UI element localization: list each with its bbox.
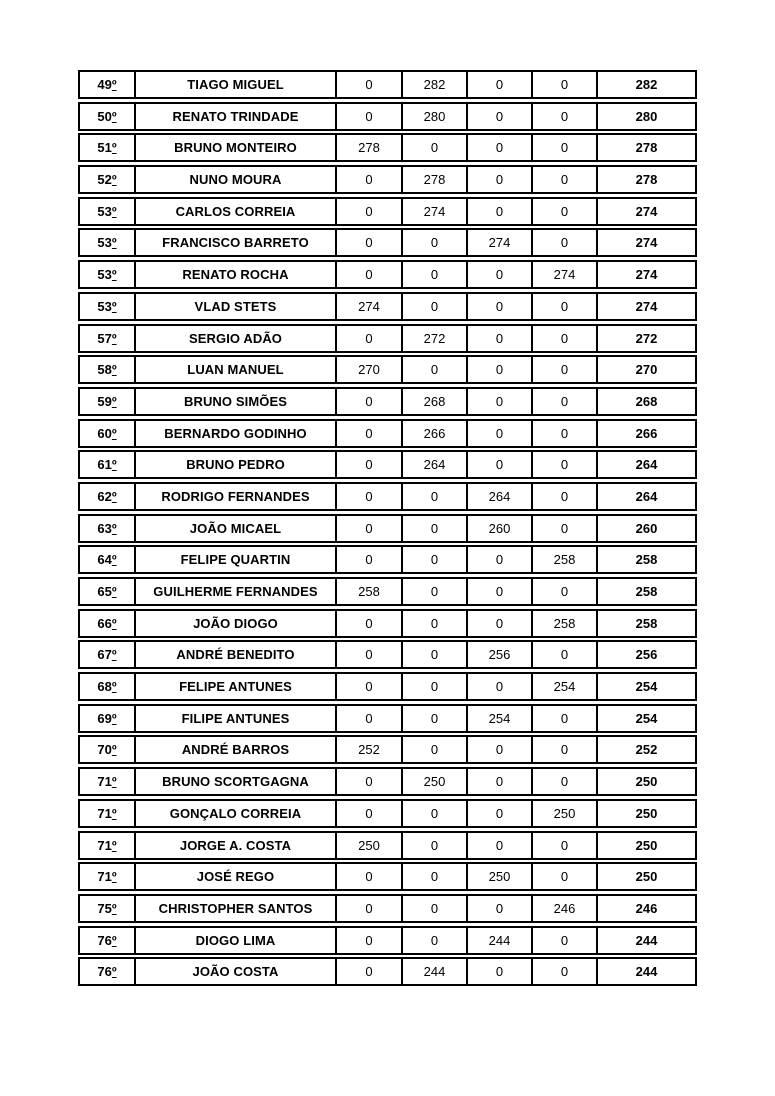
player-name-cell: GONÇALO CORREIA bbox=[136, 799, 337, 828]
rank-number: 63 bbox=[97, 520, 112, 536]
rank-number: 53 bbox=[97, 203, 112, 219]
rank-ordinal-suffix: º bbox=[111, 774, 117, 790]
player-name-cell: CARLOS CORREIA bbox=[136, 197, 337, 226]
score-col2-cell: 268 bbox=[403, 387, 468, 416]
table-row bbox=[78, 894, 697, 923]
rank-number: 70 bbox=[97, 742, 112, 758]
score-col2-cell: 0 bbox=[403, 862, 468, 891]
score-col2-cell: 0 bbox=[403, 133, 468, 162]
score-col1-cell: 0 bbox=[337, 545, 403, 574]
score-col1-cell: 270 bbox=[337, 355, 403, 384]
player-name-cell: SERGIO ADÃO bbox=[136, 324, 337, 353]
score-col4-cell: 0 bbox=[533, 450, 598, 479]
score-col3-cell: 250 bbox=[468, 862, 533, 891]
rank-ordinal-suffix: º bbox=[111, 172, 117, 188]
rank-ordinal-suffix: º bbox=[111, 552, 117, 568]
score-col1-cell: 0 bbox=[337, 70, 403, 99]
rank-cell bbox=[78, 672, 136, 701]
player-name-cell: LUAN MANUEL bbox=[136, 355, 337, 384]
score-col1-cell: 0 bbox=[337, 672, 403, 701]
rank-cell bbox=[78, 577, 136, 606]
rank-ordinal-suffix: º bbox=[111, 140, 117, 156]
rank-number: 53 bbox=[97, 235, 112, 251]
score-col2-cell: 0 bbox=[403, 609, 468, 638]
score-col3-cell: 0 bbox=[468, 292, 533, 321]
score-col1-cell: 0 bbox=[337, 609, 403, 638]
score-col3-cell: 256 bbox=[468, 640, 533, 669]
table-row bbox=[78, 419, 697, 448]
rank-ordinal-suffix: º bbox=[111, 900, 117, 916]
score-col3-cell: 0 bbox=[468, 355, 533, 384]
score-col2-cell: 274 bbox=[403, 197, 468, 226]
score-col3-cell: 0 bbox=[468, 387, 533, 416]
total-cell: 278 bbox=[598, 165, 697, 194]
score-col4-cell: 0 bbox=[533, 831, 598, 860]
score-col2-cell: 0 bbox=[403, 640, 468, 669]
rank-ordinal-suffix: º bbox=[111, 488, 117, 504]
score-col1-cell: 0 bbox=[337, 926, 403, 955]
rank-cell bbox=[78, 894, 136, 923]
rank-number: 57 bbox=[97, 330, 112, 346]
rank-cell bbox=[78, 355, 136, 384]
score-col4-cell: 0 bbox=[533, 514, 598, 543]
rank-cell bbox=[78, 70, 136, 99]
table-row bbox=[78, 133, 697, 162]
rank-ordinal-suffix: º bbox=[111, 679, 117, 695]
rank-ordinal-suffix: º bbox=[111, 203, 117, 219]
player-name-cell: RENATO TRINDADE bbox=[136, 102, 337, 131]
score-col4-cell: 0 bbox=[533, 102, 598, 131]
rank-cell bbox=[78, 767, 136, 796]
table-row bbox=[78, 260, 697, 289]
score-col3-cell: 274 bbox=[468, 228, 533, 257]
score-col2-cell: 0 bbox=[403, 514, 468, 543]
score-col2-cell: 280 bbox=[403, 102, 468, 131]
rank-cell bbox=[78, 419, 136, 448]
rank-number: 65 bbox=[97, 584, 112, 599]
score-col4-cell: 0 bbox=[533, 577, 598, 606]
table-row bbox=[78, 831, 697, 860]
rank-cell bbox=[78, 831, 136, 860]
rank-number: 76 bbox=[97, 932, 112, 948]
rank-number: 64 bbox=[97, 552, 112, 568]
rank-number: 52 bbox=[97, 172, 112, 188]
table-row bbox=[78, 387, 697, 416]
score-col4-cell: 0 bbox=[533, 704, 598, 733]
total-cell: 246 bbox=[598, 894, 697, 923]
score-col2-cell: 0 bbox=[403, 704, 468, 733]
total-cell: 244 bbox=[598, 957, 697, 986]
rank-cell bbox=[78, 957, 136, 986]
score-col3-cell: 0 bbox=[468, 577, 533, 606]
rank-number: 59 bbox=[97, 393, 112, 409]
score-col2-cell: 0 bbox=[403, 672, 468, 701]
score-col1-cell: 0 bbox=[337, 450, 403, 479]
rank-cell bbox=[78, 102, 136, 131]
total-cell: 270 bbox=[598, 355, 697, 384]
total-cell: 264 bbox=[598, 482, 697, 511]
score-col3-cell: 264 bbox=[468, 482, 533, 511]
rank-ordinal-suffix: º bbox=[111, 932, 117, 948]
rank-number: 49 bbox=[97, 77, 112, 92]
score-col4-cell: 246 bbox=[533, 894, 598, 923]
total-cell: 274 bbox=[598, 292, 697, 321]
rank-number: 53 bbox=[97, 267, 112, 283]
score-col3-cell: 0 bbox=[468, 735, 533, 764]
total-cell: 254 bbox=[598, 704, 697, 733]
rank-cell bbox=[78, 165, 136, 194]
score-col4-cell: 0 bbox=[533, 165, 598, 194]
player-name-cell: FELIPE ANTUNES bbox=[136, 672, 337, 701]
rank-cell bbox=[78, 292, 136, 321]
score-col4-cell: 0 bbox=[533, 355, 598, 384]
rank-ordinal-suffix: º bbox=[111, 647, 117, 663]
player-name-cell: JOÃO DIOGO bbox=[136, 609, 337, 638]
score-col4-cell: 0 bbox=[533, 957, 598, 986]
rank-cell bbox=[78, 926, 136, 955]
table-row bbox=[78, 165, 697, 194]
score-col1-cell: 0 bbox=[337, 387, 403, 416]
score-col1-cell: 0 bbox=[337, 419, 403, 448]
ranking-table bbox=[78, 70, 697, 986]
total-cell: 264 bbox=[598, 450, 697, 479]
score-col4-cell: 258 bbox=[533, 609, 598, 638]
total-cell: 256 bbox=[598, 640, 697, 669]
table-row bbox=[78, 197, 697, 226]
total-cell: 258 bbox=[598, 545, 697, 574]
rank-ordinal-suffix: º bbox=[111, 805, 117, 821]
score-col2-cell: 0 bbox=[403, 831, 468, 860]
score-col4-cell: 0 bbox=[533, 767, 598, 796]
rank-number: 51 bbox=[97, 140, 112, 156]
rank-cell bbox=[78, 704, 136, 733]
score-col3-cell: 0 bbox=[468, 894, 533, 923]
rank-ordinal-suffix: º bbox=[111, 362, 117, 378]
score-col4-cell: 250 bbox=[533, 799, 598, 828]
player-name-cell: BERNARDO GODINHO bbox=[136, 419, 337, 448]
score-col3-cell: 260 bbox=[468, 514, 533, 543]
total-cell: 274 bbox=[598, 228, 697, 257]
total-cell: 274 bbox=[598, 197, 697, 226]
score-col1-cell: 0 bbox=[337, 324, 403, 353]
total-cell: 274 bbox=[598, 260, 697, 289]
score-col2-cell: 264 bbox=[403, 450, 468, 479]
table-row bbox=[78, 545, 697, 574]
rank-cell bbox=[78, 482, 136, 511]
rank-number: 58 bbox=[97, 362, 112, 378]
score-col4-cell: 0 bbox=[533, 482, 598, 511]
table-row bbox=[78, 577, 697, 606]
total-cell: 244 bbox=[598, 926, 697, 955]
score-col3-cell: 0 bbox=[468, 831, 533, 860]
player-name-cell: RODRIGO FERNANDES bbox=[136, 482, 337, 511]
score-col3-cell: 0 bbox=[468, 609, 533, 638]
table-row bbox=[78, 102, 697, 131]
score-col3-cell: 0 bbox=[468, 324, 533, 353]
player-name-cell: JOSÉ REGO bbox=[136, 862, 337, 891]
score-col4-cell: 0 bbox=[533, 70, 598, 99]
score-col3-cell: 0 bbox=[468, 957, 533, 986]
score-col4-cell: 0 bbox=[533, 640, 598, 669]
rank-ordinal-suffix: º bbox=[111, 393, 117, 409]
score-col1-cell: 0 bbox=[337, 514, 403, 543]
total-cell: 278 bbox=[598, 133, 697, 162]
score-col4-cell: 0 bbox=[533, 735, 598, 764]
score-col1-cell: 0 bbox=[337, 704, 403, 733]
score-col1-cell: 0 bbox=[337, 957, 403, 986]
rank-ordinal-suffix: º bbox=[111, 425, 117, 441]
score-col3-cell: 0 bbox=[468, 165, 533, 194]
table-row bbox=[78, 672, 697, 701]
player-name-cell: CHRISTOPHER SANTOS bbox=[136, 894, 337, 923]
rank-ordinal-suffix: º bbox=[111, 615, 117, 631]
player-name-cell: BRUNO PEDRO bbox=[136, 450, 337, 479]
score-col4-cell: 0 bbox=[533, 133, 598, 162]
score-col1-cell: 0 bbox=[337, 894, 403, 923]
score-col1-cell: 274 bbox=[337, 292, 403, 321]
rank-number: 62 bbox=[97, 488, 112, 504]
rank-ordinal-suffix: º bbox=[111, 108, 117, 124]
player-name-cell: BRUNO SIMÕES bbox=[136, 387, 337, 416]
score-col1-cell: 0 bbox=[337, 102, 403, 131]
score-col4-cell: 0 bbox=[533, 228, 598, 257]
rank-number: 68 bbox=[97, 679, 112, 695]
score-col1-cell: 0 bbox=[337, 862, 403, 891]
rank-cell bbox=[78, 228, 136, 257]
rank-number: 71 bbox=[97, 869, 112, 885]
score-col2-cell: 0 bbox=[403, 735, 468, 764]
player-name-cell: NUNO MOURA bbox=[136, 165, 337, 194]
rank-number: 75 bbox=[97, 900, 112, 916]
rank-ordinal-suffix: º bbox=[111, 520, 117, 536]
score-col1-cell: 0 bbox=[337, 197, 403, 226]
score-col1-cell: 250 bbox=[337, 831, 403, 860]
rank-number: 61 bbox=[97, 457, 112, 473]
total-cell: 250 bbox=[598, 862, 697, 891]
total-cell: 282 bbox=[598, 70, 697, 99]
table-row bbox=[78, 862, 697, 891]
rank-ordinal-suffix: º bbox=[111, 235, 117, 251]
score-col4-cell: 0 bbox=[533, 926, 598, 955]
total-cell: 258 bbox=[598, 609, 697, 638]
rank-cell bbox=[78, 609, 136, 638]
player-name-cell: BRUNO SCORTGAGNA bbox=[136, 767, 337, 796]
score-col2-cell: 250 bbox=[403, 767, 468, 796]
rank-cell bbox=[78, 545, 136, 574]
score-col4-cell: 0 bbox=[533, 197, 598, 226]
score-col2-cell: 0 bbox=[403, 577, 468, 606]
player-name-cell: FELIPE QUARTIN bbox=[136, 545, 337, 574]
total-cell: 250 bbox=[598, 767, 697, 796]
score-col2-cell: 0 bbox=[403, 228, 468, 257]
score-col4-cell: 258 bbox=[533, 545, 598, 574]
rank-number: 66 bbox=[97, 615, 112, 631]
table-row bbox=[78, 735, 697, 764]
total-cell: 250 bbox=[598, 799, 697, 828]
rank-cell bbox=[78, 735, 136, 764]
rank-ordinal-suffix: º bbox=[111, 837, 117, 853]
score-col2-cell: 0 bbox=[403, 926, 468, 955]
score-col1-cell: 0 bbox=[337, 767, 403, 796]
score-col4-cell: 0 bbox=[533, 387, 598, 416]
rank-ordinal-suffix: º bbox=[111, 584, 117, 599]
rank-ordinal-suffix: º bbox=[111, 710, 117, 726]
score-col4-cell: 254 bbox=[533, 672, 598, 701]
total-cell: 254 bbox=[598, 672, 697, 701]
score-col1-cell: 0 bbox=[337, 482, 403, 511]
score-col3-cell: 0 bbox=[468, 419, 533, 448]
score-col2-cell: 0 bbox=[403, 482, 468, 511]
player-name-cell: FILIPE ANTUNES bbox=[136, 704, 337, 733]
score-col4-cell: 0 bbox=[533, 292, 598, 321]
score-col1-cell: 0 bbox=[337, 260, 403, 289]
table-row bbox=[78, 228, 697, 257]
rank-cell bbox=[78, 862, 136, 891]
rank-ordinal-suffix: º bbox=[111, 298, 117, 314]
score-col2-cell: 244 bbox=[403, 957, 468, 986]
score-col3-cell: 0 bbox=[468, 672, 533, 701]
score-col2-cell: 278 bbox=[403, 165, 468, 194]
rank-cell bbox=[78, 260, 136, 289]
rank-number: 71 bbox=[97, 837, 112, 853]
rank-cell bbox=[78, 799, 136, 828]
score-col1-cell: 0 bbox=[337, 799, 403, 828]
score-col1-cell: 258 bbox=[337, 577, 403, 606]
player-name-cell: VLAD STETS bbox=[136, 292, 337, 321]
player-name-cell: DIOGO LIMA bbox=[136, 926, 337, 955]
player-name-cell: JOÃO MICAEL bbox=[136, 514, 337, 543]
total-cell: 258 bbox=[598, 577, 697, 606]
rank-cell bbox=[78, 324, 136, 353]
score-col3-cell: 0 bbox=[468, 197, 533, 226]
score-col3-cell: 0 bbox=[468, 799, 533, 828]
score-col2-cell: 0 bbox=[403, 894, 468, 923]
rank-ordinal-suffix: º bbox=[111, 77, 117, 92]
rank-number: 50 bbox=[97, 108, 112, 124]
total-cell: 268 bbox=[598, 387, 697, 416]
score-col4-cell: 0 bbox=[533, 324, 598, 353]
rank-ordinal-suffix: º bbox=[111, 330, 117, 346]
score-col3-cell: 0 bbox=[468, 545, 533, 574]
score-col1-cell: 0 bbox=[337, 228, 403, 257]
rank-number: 67 bbox=[97, 647, 112, 663]
rank-cell bbox=[78, 133, 136, 162]
player-name-cell: ANDRÉ BENEDITO bbox=[136, 640, 337, 669]
score-col2-cell: 272 bbox=[403, 324, 468, 353]
score-col3-cell: 0 bbox=[468, 102, 533, 131]
rank-ordinal-suffix: º bbox=[111, 457, 117, 473]
score-col3-cell: 0 bbox=[468, 767, 533, 796]
score-col4-cell: 274 bbox=[533, 260, 598, 289]
score-col2-cell: 0 bbox=[403, 799, 468, 828]
score-col2-cell: 282 bbox=[403, 70, 468, 99]
rank-number: 76 bbox=[97, 964, 112, 980]
score-col2-cell: 0 bbox=[403, 545, 468, 574]
rank-ordinal-suffix: º bbox=[111, 869, 117, 885]
total-cell: 266 bbox=[598, 419, 697, 448]
rank-number: 69 bbox=[97, 710, 112, 726]
score-col4-cell: 0 bbox=[533, 862, 598, 891]
rank-ordinal-suffix: º bbox=[111, 267, 117, 283]
total-cell: 260 bbox=[598, 514, 697, 543]
score-col2-cell: 266 bbox=[403, 419, 468, 448]
player-name-cell: ANDRÉ BARROS bbox=[136, 735, 337, 764]
total-cell: 280 bbox=[598, 102, 697, 131]
table-row bbox=[78, 482, 697, 511]
score-col1-cell: 0 bbox=[337, 165, 403, 194]
rank-cell bbox=[78, 197, 136, 226]
score-col3-cell: 0 bbox=[468, 70, 533, 99]
rank-number: 71 bbox=[97, 774, 112, 790]
table-row bbox=[78, 355, 697, 384]
player-name-cell: JOÃO COSTA bbox=[136, 957, 337, 986]
rank-cell bbox=[78, 450, 136, 479]
score-col3-cell: 244 bbox=[468, 926, 533, 955]
table-row bbox=[78, 609, 697, 638]
player-name-cell: TIAGO MIGUEL bbox=[136, 70, 337, 99]
table-row bbox=[78, 70, 697, 99]
player-name-cell: BRUNO MONTEIRO bbox=[136, 133, 337, 162]
rank-cell bbox=[78, 640, 136, 669]
table-row bbox=[78, 292, 697, 321]
total-cell: 250 bbox=[598, 831, 697, 860]
score-col1-cell: 0 bbox=[337, 640, 403, 669]
score-col3-cell: 0 bbox=[468, 260, 533, 289]
rank-cell bbox=[78, 387, 136, 416]
table-row bbox=[78, 704, 697, 733]
score-col2-cell: 0 bbox=[403, 292, 468, 321]
player-name-cell: FRANCISCO BARRETO bbox=[136, 228, 337, 257]
rank-ordinal-suffix: º bbox=[111, 964, 117, 980]
score-col1-cell: 252 bbox=[337, 735, 403, 764]
table-row bbox=[78, 957, 697, 986]
player-name-cell: RENATO ROCHA bbox=[136, 260, 337, 289]
player-name-cell: GUILHERME FERNANDES bbox=[136, 577, 337, 606]
total-cell: 272 bbox=[598, 324, 697, 353]
rank-number: 53 bbox=[97, 298, 112, 314]
score-col3-cell: 0 bbox=[468, 450, 533, 479]
score-col2-cell: 0 bbox=[403, 260, 468, 289]
rank-number: 60 bbox=[97, 425, 112, 441]
table-row bbox=[78, 926, 697, 955]
table-row bbox=[78, 640, 697, 669]
table-row bbox=[78, 514, 697, 543]
rank-ordinal-suffix: º bbox=[111, 742, 117, 758]
table-row bbox=[78, 767, 697, 796]
score-col3-cell: 0 bbox=[468, 133, 533, 162]
player-name-cell: JORGE A. COSTA bbox=[136, 831, 337, 860]
score-col4-cell: 0 bbox=[533, 419, 598, 448]
table-row bbox=[78, 324, 697, 353]
rank-number: 71 bbox=[97, 805, 112, 821]
score-col1-cell: 278 bbox=[337, 133, 403, 162]
rank-cell bbox=[78, 514, 136, 543]
table-row bbox=[78, 450, 697, 479]
table-row bbox=[78, 799, 697, 828]
total-cell: 252 bbox=[598, 735, 697, 764]
score-col2-cell: 0 bbox=[403, 355, 468, 384]
score-col3-cell: 254 bbox=[468, 704, 533, 733]
